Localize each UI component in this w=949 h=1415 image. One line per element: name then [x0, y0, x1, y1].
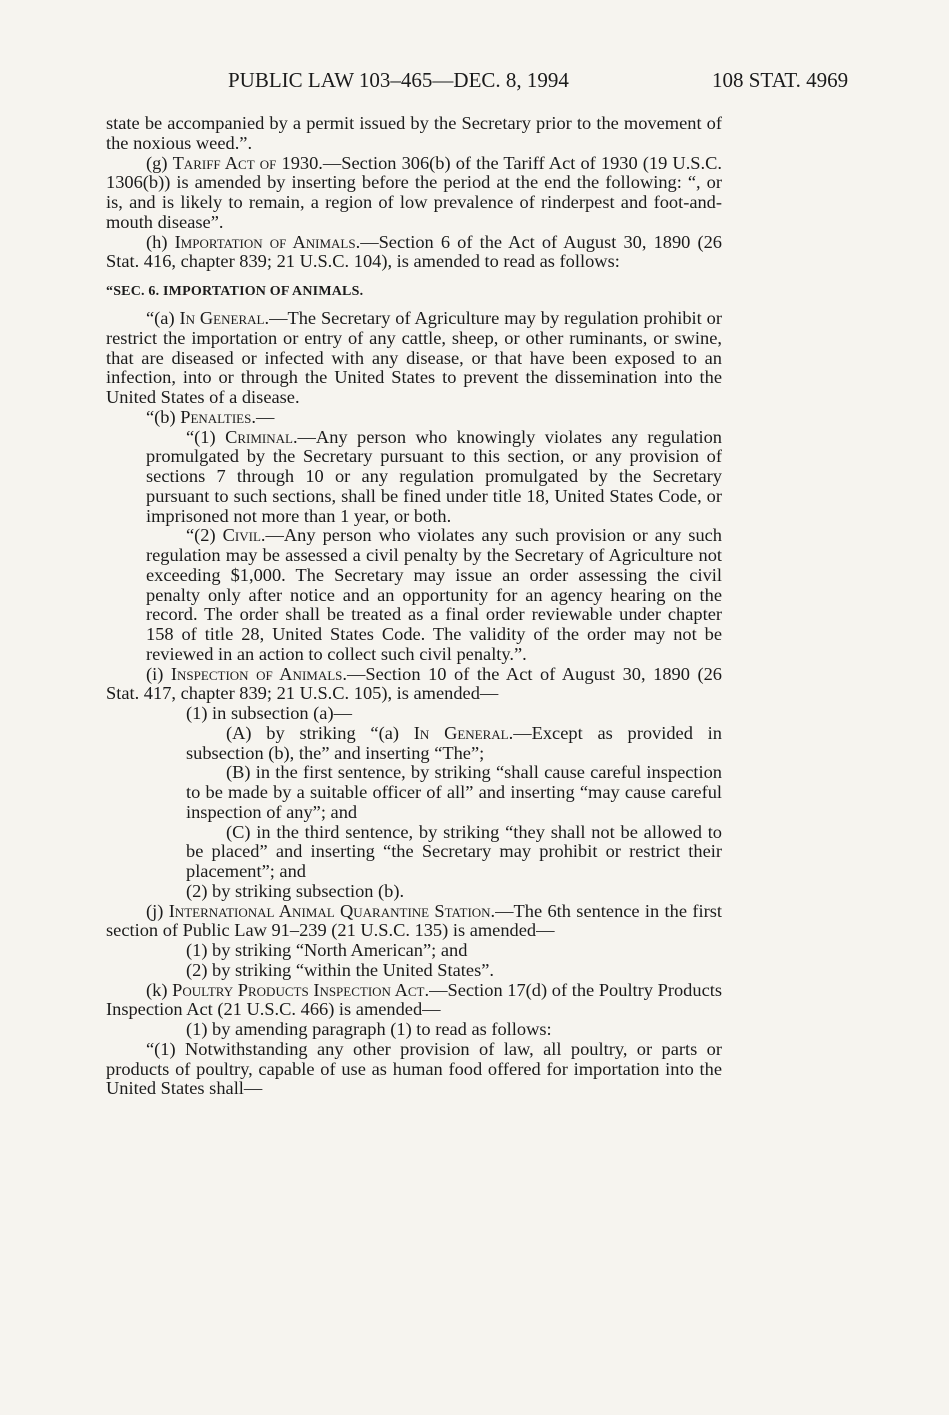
paragraph-civil: “(2) Civil.—Any person who violates any such provision or any such regulation may be assessed a civil penalty by the Secretary of Agriculture not exceeding $1,000. The Secretary may issue an order assessing the civil penalty only after notice and an opportunity for an agency hearing on the record. The order shall be treated as a final order reviewable under chapter 158 of title 28, United States Code. The validity of the order may not be reviewed in an action to collect such civil penalty.”.: [146, 525, 722, 664]
page-header: [0, 66, 949, 94]
list-item: (1) in subsection (a)—: [186, 703, 352, 723]
list-item: (2) by striking subsection (b).: [186, 880, 405, 901]
subsection-k: (k) Poultry Products Inspection Act.—Section 17(d) of the Poultry Products Inspection Act (21 U.S.C. 466) is amended—: [106, 979, 722, 1020]
list-item: (1) by amending paragraph (1) to read as follows:: [186, 1019, 552, 1039]
list-item: (1) by striking “North American”; and: [186, 940, 468, 960]
subsection-g: (g) Tariff Act of 1930.—Section 306(b) of the Tariff Act of 1930 (19 U.S.C. 1306(b)) is amended by inserting before the period at the end the following: “, or is, and is likely to remain, a region of low prevalence of rinderpest and foot-and-mouth disease”.: [106, 152, 722, 232]
subsection-a-in-general: “(a) In General.—The Secretary of Agriculture may by regulation prohibit or restrict the importation or entry of any cattle, sheep, or other ruminants, or swine, that are diseased or infected with any disease, or that have been exposed to an infection, into or through the United States to prevent the dissemination into the United States of a disease.: [106, 308, 722, 407]
paragraph-criminal: “(1) Criminal.—Any person who knowingly violates any regulation promulgated by the Secretary pursuant to this section, or any provision of sections 7 through 10 or any regulation promulgated by the Secretary pursuant to such sections, shall be fined under title 18, United States Code, or imprisoned not more than 1 year, or both.: [146, 426, 722, 526]
subsection-h: (h) Importation of Animals.—Section 6 of the Act of August 30, 1890 (26 Stat. 416, chapter 839; 21 U.S.C. 104), is amended to read as follows:: [106, 231, 722, 272]
document-body: [106, 114, 722, 1099]
list-item: (B) in the first sentence, by striking “shall cause careful inspection to be made by a suitable officer of all” and inserting “may cause careful inspection of any”; and: [186, 762, 722, 822]
subsection-b-penalties: “(b) Penalties.—: [146, 406, 275, 427]
subsection-j: (j) International Animal Quarantine Station.—The 6th sentence in the first section of Public Law 91–239 (21 U.S.C. 135) is amended—: [106, 900, 722, 941]
list-item: (A) by striking “(a) In General.—Except as provided in subsection (b), the” and inserting “The”;: [186, 722, 722, 763]
subsection-i: (i) Inspection of Animals.—Section 10 of the Act of August 30, 1890 (26 Stat. 417, chapter 839; 21 U.S.C. 105), is amended—: [106, 663, 722, 704]
quoted-paragraph: “(1) Notwithstanding any other provision of law, all poultry, or parts or products of poultry, capable of use as human food offered for importation into the United States shall—: [106, 1038, 722, 1099]
header-law-citation: PUBLIC LAW 103–465—DEC. 8, 1994: [228, 68, 569, 92]
list-item: (C) in the third sentence, by striking “they shall not be allowed to be placed” and inserting “the Secretary may prohibit or restrict their placement”; and: [186, 821, 722, 881]
list-item: (2) by striking “within the United States”.: [186, 959, 494, 980]
header-statute-page: 108 STAT. 4969: [712, 68, 849, 92]
paragraph-continuation: state be accompanied by a permit issued by the Secretary prior to the movement of the noxious weed.”.: [106, 113, 722, 153]
section-heading: “SEC. 6. IMPORTATION OF ANIMALS.: [106, 284, 364, 299]
